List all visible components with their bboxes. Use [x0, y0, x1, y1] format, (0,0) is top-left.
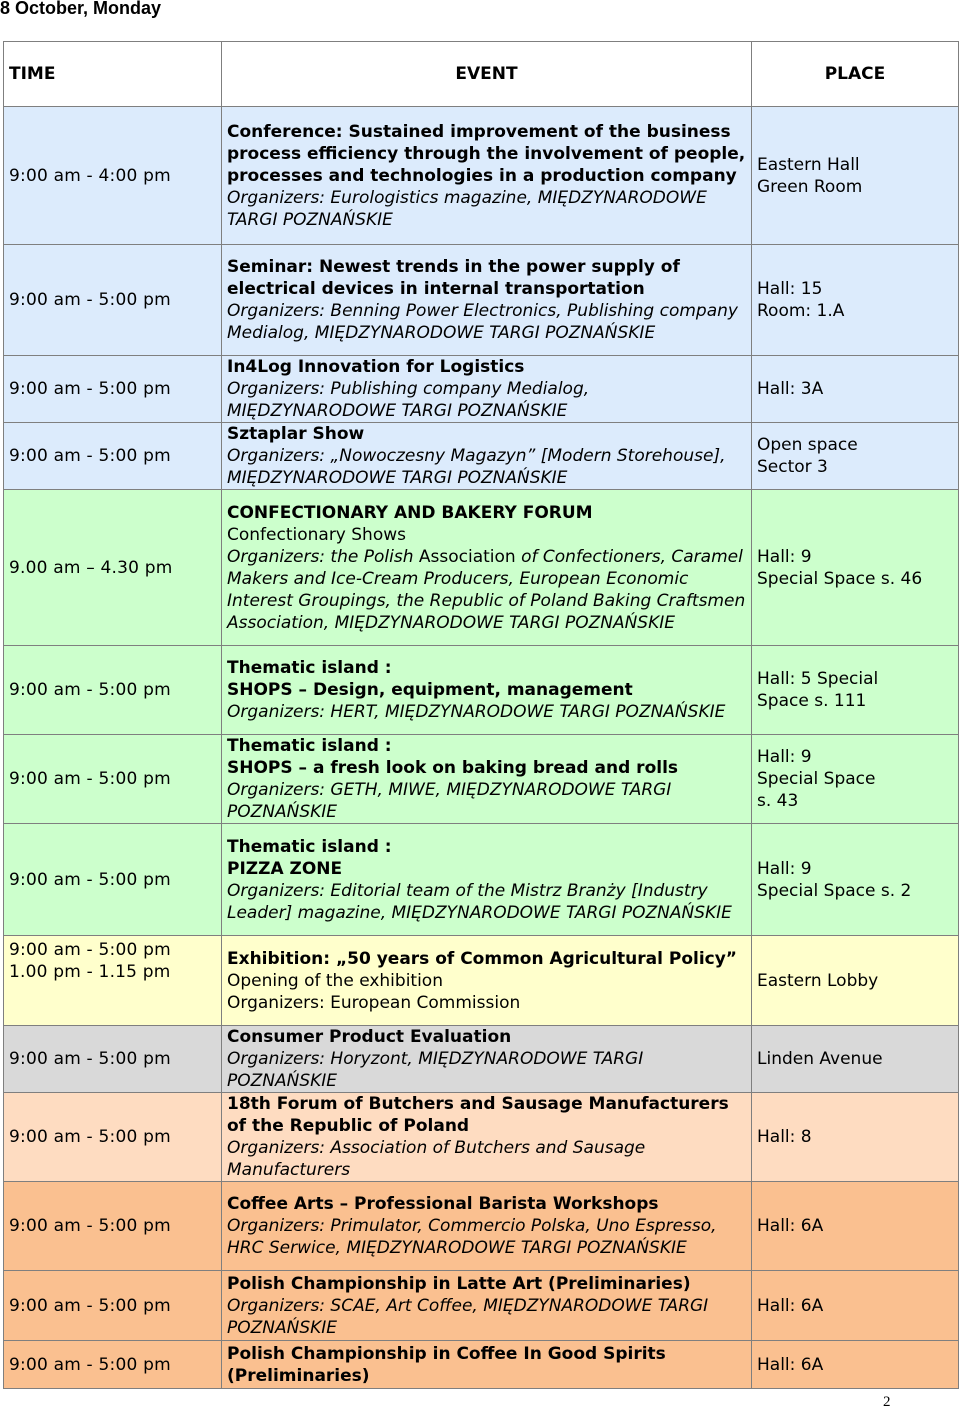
event-place: [752, 490, 959, 646]
event-cell: [222, 735, 752, 824]
column-header-time: TIME: [4, 42, 222, 107]
event-place: [752, 1271, 959, 1341]
place-line: Hall: 5 Special: [757, 669, 879, 689]
place-line: Sector 3: [757, 457, 828, 477]
event-cell: [222, 936, 752, 1026]
event-organizers: Organizers: Editorial team of the Mistrz Branży [Industry Leader] magazine, MIĘDZYNARODOWE TARGI POZNAŃSKIE: [227, 880, 732, 923]
event-place: [752, 1341, 959, 1389]
table-row: [4, 423, 959, 490]
event-place: [752, 1026, 959, 1093]
event-time: 9.00 am – 4.30 pm: [4, 490, 222, 646]
event-place: [752, 1093, 959, 1182]
event-time: 9:00 am - 4:00 pm: [4, 107, 222, 245]
place-line: Hall: 9: [757, 747, 812, 767]
event-organizers: Organizers: Primulator, Commercio Polska, Uno Espresso, HRC Serwice, MIĘDZYNARODOWE TARGI POZNAŃSKIE: [227, 1216, 717, 1258]
place-line: Space s. 111: [757, 691, 867, 711]
event-title-2: SHOPS – a fresh look on baking bread and rolls: [227, 758, 679, 778]
place-line: Eastern Lobby: [757, 970, 879, 991]
table-row: [4, 107, 959, 245]
page-title: 8 October, Monday: [0, 0, 162, 18]
event-cell: [222, 423, 752, 490]
place-line: Hall: 9: [757, 546, 812, 567]
event-place: [752, 824, 959, 936]
event-cell: [222, 1026, 752, 1093]
table-row: [4, 735, 959, 824]
org-part: Association: [418, 546, 516, 567]
event-title: Consumer Product Evaluation: [227, 1027, 512, 1047]
table-row: [4, 490, 959, 646]
place-line: Hall: 8: [757, 1127, 812, 1147]
place-line: Hall: 6A: [757, 1295, 824, 1316]
event-title: Seminar: Newest trends in the power supply of electrical devices in internal transportation: [227, 257, 680, 299]
table-row: [4, 936, 959, 1026]
event-time: 9:00 am - 5:00 pm: [4, 1026, 222, 1093]
event-cell: [222, 1182, 752, 1271]
place-line: Hall: 6A: [757, 1354, 824, 1375]
event-organizers: Organizers: Horyzont, MIĘDZYNARODOWE TARGI POZNAŃSKIE: [227, 1049, 644, 1091]
event-cell: [222, 490, 752, 646]
event-title: Thematic island :: [227, 836, 392, 857]
event-cell: [222, 245, 752, 356]
table-row: [4, 1093, 959, 1182]
table-row: [4, 1182, 959, 1271]
event-time: 9:00 am - 5:00 pm: [4, 1182, 222, 1271]
event-title: Conference: Sustained improvement of the business process efficiency through the involvement of people, processes and technologies in a production company: [227, 121, 746, 186]
place-line: Special Space s. 46: [757, 568, 923, 589]
event-time: 9:00 am - 5:00 pm: [4, 356, 222, 423]
place-line: Hall: 6A: [757, 1216, 824, 1236]
event-time: 9:00 am - 5:00 pm: [4, 735, 222, 824]
table-row: [4, 1341, 959, 1389]
table-row: [4, 646, 959, 735]
table-row: [4, 824, 959, 936]
event-place: [752, 356, 959, 423]
place-line: Hall: 9: [757, 858, 812, 879]
event-time: 9:00 am - 5:00 pm: [4, 1271, 222, 1341]
event-title: Thematic island :: [227, 736, 392, 756]
column-header-event: EVENT: [222, 42, 752, 107]
event-title: Sztaplar Show: [227, 424, 365, 444]
event-cell: [222, 646, 752, 735]
table-row: [4, 245, 959, 356]
place-line: Hall: 15: [757, 279, 823, 299]
event-place: [752, 1182, 959, 1271]
time-line: 9:00 am - 5:00 pm: [9, 940, 171, 960]
event-time: 9:00 am - 5:00 pm: [4, 423, 222, 490]
event-organizers: Organizers: GETH, MIWE, MIĘDZYNARODOWE TARGI POZNAŃSKIE: [227, 780, 672, 822]
event-cell: [222, 107, 752, 245]
event-organizers: Organizers: Publishing company Medialog, MIĘDZYNARODOWE TARGI POZNAŃSKIE: [227, 379, 590, 421]
place-line: Room: 1.A: [757, 301, 845, 321]
place-line: Open space: [757, 435, 858, 455]
event-organizers: Organizers: „Nowoczesny Magazyn” [Modern Storehouse], MIĘDZYNARODOWE TARGI POZNAŃSKIE: [227, 446, 726, 488]
event-cell: [222, 1341, 752, 1389]
event-title: Thematic island :: [227, 658, 392, 678]
event-title: 18th Forum of Butchers and Sausage Manufacturers of the Republic of Poland: [227, 1094, 729, 1136]
table-row: [4, 356, 959, 423]
event-time: 9:00 am - 5:00 pm: [4, 245, 222, 356]
column-header-place: PLACE: [752, 42, 959, 107]
event-time: 9:00 am - 5:00 pm: [4, 1093, 222, 1182]
event-place: [752, 107, 959, 245]
event-organizers: [227, 546, 746, 634]
page-number: 2: [883, 1394, 891, 1410]
event-time: 9:00 am - 5:00 pm: [4, 646, 222, 735]
event-cell: [222, 1093, 752, 1182]
place-line: Special Space s. 2: [757, 880, 912, 901]
event-place: [752, 735, 959, 824]
event-place: [752, 245, 959, 356]
schedule-table: [3, 41, 959, 1389]
event-organizers: Organizers: European Commission: [227, 992, 521, 1013]
event-organizers: Organizers: Eurologistics magazine, MIĘDZYNARODOWE TARGI POZNAŃSKIE: [227, 187, 707, 230]
event-place: [752, 423, 959, 490]
time-line: 1.00 pm - 1.15 pm: [9, 962, 171, 982]
event-place: [752, 646, 959, 735]
event-title: Polish Championship in Latte Art (Preliminaries): [227, 1273, 691, 1294]
table-row: [4, 1026, 959, 1093]
event-cell: [222, 1271, 752, 1341]
place-line: Special Space: [757, 769, 876, 789]
event-time: [4, 936, 222, 1026]
org-part: of Confectioners, Caramel Makers and Ice-Cream Producers, European Economic Interest Groupings, the Republic of Poland Baking Craftsmen Association, MIĘDZYNARODOWE TARGI POZNAŃSKIE: [227, 546, 746, 633]
event-subtitle: Opening of the exhibition: [227, 970, 443, 991]
event-title: In4Log Innovation for Logistics: [227, 357, 525, 377]
org-part: Organizers: the Polish: [227, 546, 419, 567]
event-title: Exhibition: „50 years of Common Agricultural Policy”: [227, 948, 737, 969]
place-line: s. 43: [757, 791, 799, 811]
event-title: CONFECTIONARY AND BAKERY FORUM: [227, 502, 593, 523]
table-row: [4, 1271, 959, 1341]
event-time: 9:00 am - 5:00 pm: [4, 824, 222, 936]
event-organizers: Organizers: HERT, MIĘDZYNARODOWE TARGI POZNAŃSKIE: [227, 702, 726, 722]
event-time: 9:00 am - 5:00 pm: [4, 1341, 222, 1389]
event-title: Polish Championship in Coffee In Good Spirits (Preliminaries): [227, 1343, 666, 1386]
place-line: Linden Avenue: [757, 1049, 883, 1069]
table-header-row: [4, 42, 959, 107]
event-organizers: Organizers: Association of Butchers and Sausage Manufacturers: [227, 1138, 646, 1180]
event-organizers: Organizers: SCAE, Art Coffee, MIĘDZYNARODOWE TARGI POZNAŃSKIE: [227, 1295, 709, 1338]
event-cell: [222, 356, 752, 423]
event-subtitle: Confectionary Shows: [227, 524, 406, 545]
event-organizers: Organizers: Benning Power Electronics, Publishing company Medialog, MIĘDZYNARODOWE TARGI POZNAŃSKIE: [227, 301, 738, 343]
event-title: Coffee Arts – Professional Barista Workshops: [227, 1194, 659, 1214]
place-line: Green Room: [757, 176, 863, 197]
place-line: Eastern Hall: [757, 154, 860, 175]
event-place: [752, 936, 959, 1026]
place-line: Hall: 3A: [757, 379, 824, 399]
event-title-2: SHOPS – Design, equipment, management: [227, 680, 633, 700]
event-cell: [222, 824, 752, 936]
event-title-2: PIZZA ZONE: [227, 858, 343, 879]
